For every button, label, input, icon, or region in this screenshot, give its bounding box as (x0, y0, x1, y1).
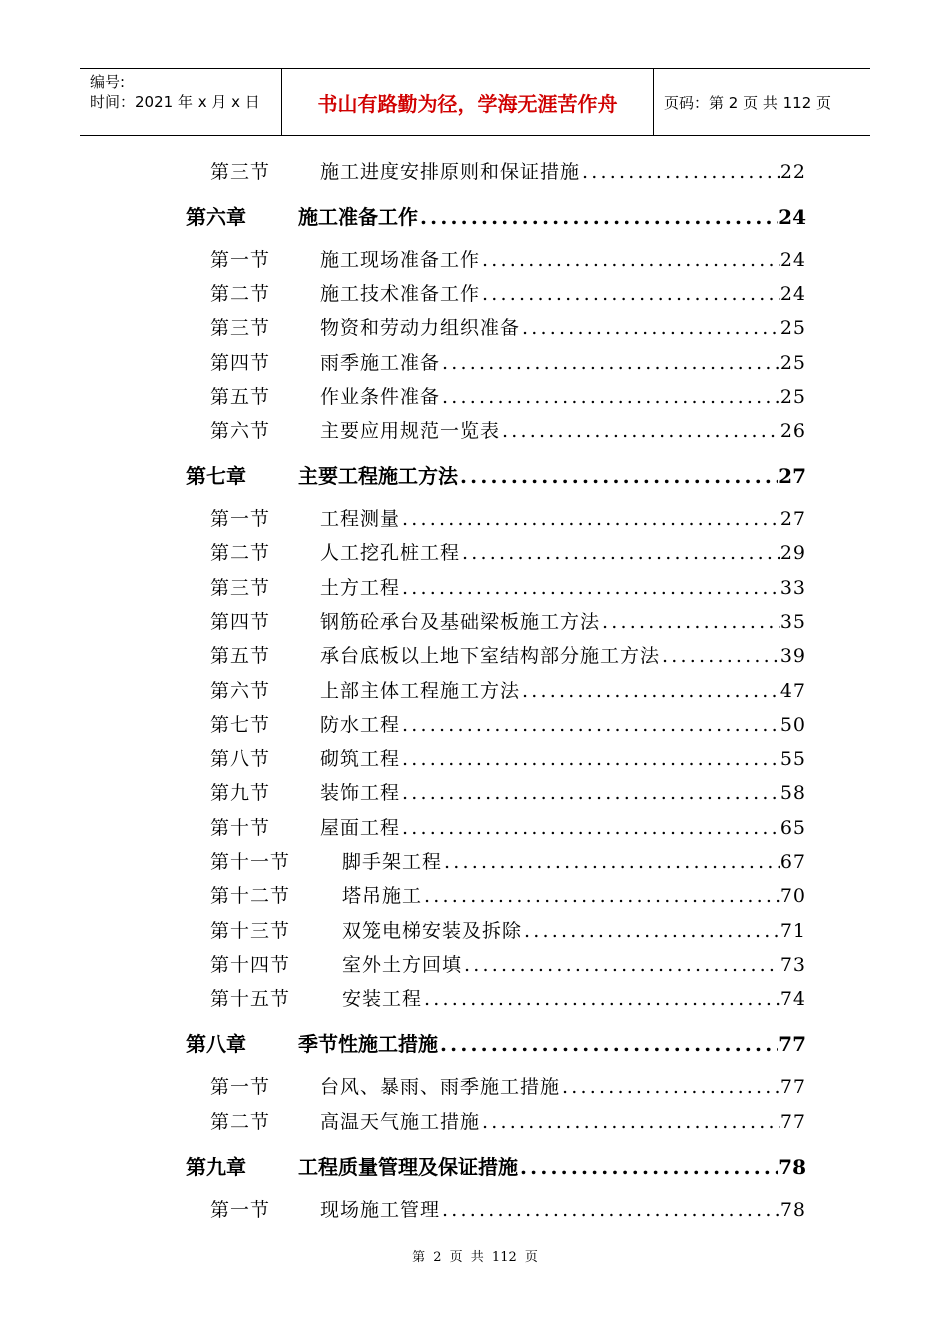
toc-title: 主要应用规范一览表 (320, 420, 501, 442)
toc-label: 第一节 (210, 1076, 271, 1098)
toc-section-row[interactable] (210, 984, 806, 1012)
toc-leader-dots (400, 508, 780, 530)
toc-page-number: 55 (779, 748, 806, 770)
toc-label: 第三节 (210, 161, 271, 183)
toc-title: 季节性施工措施 (298, 1032, 438, 1056)
toc-label: 第八节 (210, 748, 271, 770)
toc-section-row[interactable] (210, 916, 806, 944)
toc-leader-dots (580, 161, 780, 183)
toc-leader-dots (480, 283, 780, 305)
toc-title: 施工准备工作 (298, 205, 418, 229)
toc-title: 现场施工管理 (320, 1199, 441, 1221)
toc-page-number: 26 (779, 420, 806, 442)
toc-label: 第十一节 (210, 851, 291, 873)
toc-label: 第七节 (210, 714, 271, 736)
toc-leader-dots (560, 1076, 780, 1098)
toc-page-number: 74 (779, 988, 806, 1010)
toc-chapter-row[interactable] (186, 201, 806, 229)
toc-leader-dots (400, 782, 780, 804)
toc-page-number: 33 (779, 577, 806, 599)
toc-page-number: 47 (779, 680, 806, 702)
toc-page-number: 58 (779, 782, 806, 804)
toc-section-row[interactable] (210, 538, 806, 566)
toc-label: 第十二节 (210, 885, 291, 907)
time-label: 时间：2021 年 x 月 x 日 (90, 93, 260, 111)
toc-page-number: 77 (778, 1032, 806, 1056)
toc-section-row[interactable] (210, 847, 806, 875)
toc-leader-dots (400, 817, 780, 839)
toc-section-row[interactable] (210, 416, 806, 444)
toc-page-number: 50 (779, 714, 806, 736)
toc-title: 作业条件准备 (320, 386, 441, 408)
toc-leader-dots (400, 577, 780, 599)
page-footer: 第 2 页 共 112 页 (412, 1250, 538, 1265)
toc-leader-dots (440, 386, 780, 408)
toc-section-row[interactable] (210, 710, 806, 738)
toc-title: 施工进度安排原则和保证措施 (320, 161, 581, 183)
toc-section-row[interactable] (210, 607, 806, 635)
toc-section-row[interactable] (210, 157, 806, 185)
toc-label: 第八章 (186, 1032, 246, 1056)
toc-page-number: 24 (778, 205, 806, 229)
toc-section-row[interactable] (210, 245, 806, 273)
toc-section-row[interactable] (210, 778, 806, 806)
toc-leader-dots (460, 542, 780, 564)
toc-leader-dots (422, 885, 780, 907)
toc-chapter-row[interactable] (186, 1028, 806, 1056)
toc-leader-dots (520, 680, 780, 702)
toc-label: 第六节 (210, 680, 271, 702)
toc-section-row[interactable] (210, 813, 806, 841)
toc-page-number: 24 (779, 249, 806, 271)
toc-label: 第二节 (210, 542, 271, 564)
toc-leader-dots (600, 611, 780, 633)
toc-title: 高温天气施工措施 (320, 1111, 481, 1133)
toc-section-row[interactable] (210, 1072, 806, 1100)
toc-page-number: 24 (779, 283, 806, 305)
toc-section-row[interactable] (210, 950, 806, 978)
toc-title: 上部主体工程施工方法 (320, 680, 521, 702)
toc-leader-dots (440, 1199, 780, 1221)
toc-page-number: 77 (779, 1111, 806, 1133)
toc-title: 承台底板以上地下室结构部分施工方法 (320, 645, 661, 667)
toc-page-number: 25 (779, 352, 806, 374)
toc-leader-dots (660, 645, 780, 667)
toc-section-row[interactable] (210, 744, 806, 772)
toc-page-number: 70 (779, 885, 806, 907)
toc-page-number: 25 (779, 386, 806, 408)
toc-label: 第一节 (210, 1199, 271, 1221)
toc-page-number: 71 (779, 920, 806, 942)
toc-title: 防水工程 (320, 714, 401, 736)
toc-page-number: 77 (779, 1076, 806, 1098)
toc-label: 第四节 (210, 352, 271, 374)
toc-label: 第十节 (210, 817, 271, 839)
toc-title: 安装工程 (342, 988, 423, 1010)
toc-section-row[interactable] (210, 504, 806, 532)
toc-leader-dots (418, 205, 778, 229)
toc-label: 第十三节 (210, 920, 291, 942)
toc-title: 雨季施工准备 (320, 352, 441, 374)
toc-leader-dots (480, 249, 780, 271)
toc-title: 装饰工程 (320, 782, 401, 804)
toc-leader-dots (400, 748, 780, 770)
toc-label: 第十五节 (210, 988, 291, 1010)
toc-leader-dots (400, 714, 780, 736)
toc-page-number: 35 (779, 611, 806, 633)
toc-section-row[interactable] (210, 641, 806, 669)
toc-title: 屋面工程 (320, 817, 401, 839)
toc-chapter-row[interactable] (186, 1151, 806, 1179)
toc-label: 第七章 (186, 464, 246, 488)
toc-title: 台风、暴雨、雨季施工措施 (320, 1076, 561, 1098)
toc-label: 第三节 (210, 577, 271, 599)
toc-title: 主要工程施工方法 (298, 464, 458, 488)
toc-leader-dots (520, 317, 780, 339)
toc-page-number: 27 (778, 464, 806, 488)
motto: 书山有路勤为径，学海无涯苦作舟 (282, 69, 654, 135)
toc-label: 第三节 (210, 317, 271, 339)
toc-label: 第十四节 (210, 954, 291, 976)
toc-section-row[interactable] (210, 279, 806, 307)
page-header (80, 68, 870, 136)
toc-label: 第二节 (210, 1111, 271, 1133)
toc-page-number: 22 (779, 161, 806, 183)
toc-title: 室外土方回填 (342, 954, 463, 976)
toc-page-number: 65 (779, 817, 806, 839)
toc-label: 第九节 (210, 782, 271, 804)
toc-title: 工程测量 (320, 508, 401, 530)
toc-section-row[interactable] (210, 573, 806, 601)
toc-title: 砌筑工程 (320, 748, 401, 770)
toc-section-row[interactable] (210, 881, 806, 909)
toc-page-number: 67 (779, 851, 806, 873)
toc-page-number: 29 (779, 542, 806, 564)
toc-label: 第一节 (210, 249, 271, 271)
toc-label: 第九章 (186, 1155, 246, 1179)
toc-leader-dots (522, 920, 780, 942)
toc-leader-dots (438, 1032, 778, 1056)
toc-section-row[interactable] (210, 313, 806, 341)
page-info: 页码：第 2 页 共 112 页 (664, 93, 832, 112)
toc-page-number: 27 (779, 508, 806, 530)
toc-leader-dots (500, 420, 780, 442)
toc-section-row[interactable] (210, 676, 806, 704)
toc-title: 脚手架工程 (342, 851, 443, 873)
toc-page-number: 78 (778, 1155, 806, 1179)
toc-leader-dots (518, 1155, 778, 1179)
toc-section-row[interactable] (210, 1107, 806, 1135)
toc-section-row[interactable] (210, 348, 806, 376)
toc-leader-dots (440, 352, 780, 374)
toc-leader-dots (480, 1111, 780, 1133)
toc-title: 双笼电梯安装及拆除 (342, 920, 523, 942)
toc-section-row[interactable] (210, 1195, 806, 1223)
toc-label: 第二节 (210, 283, 271, 305)
toc-leader-dots (442, 851, 780, 873)
toc-page-number: 25 (779, 317, 806, 339)
toc-title: 施工现场准备工作 (320, 249, 481, 271)
header-meta (80, 69, 282, 135)
toc-title: 塔吊施工 (342, 885, 423, 907)
toc-label: 第五节 (210, 645, 271, 667)
toc-leader-dots (462, 954, 780, 976)
toc-label: 第六章 (186, 205, 246, 229)
toc-title: 钢筋砼承台及基础梁板施工方法 (320, 611, 601, 633)
toc-title: 施工技术准备工作 (320, 283, 481, 305)
toc-page-number: 39 (779, 645, 806, 667)
toc-label: 第六节 (210, 420, 271, 442)
number-label: 编号: (90, 73, 126, 91)
toc-title: 土方工程 (320, 577, 401, 599)
toc-page-number: 73 (779, 954, 806, 976)
toc-page-number: 78 (779, 1199, 806, 1221)
toc-title: 人工挖孔桩工程 (320, 542, 461, 564)
toc-chapter-row[interactable] (186, 460, 806, 488)
toc-title: 工程质量管理及保证措施 (298, 1155, 518, 1179)
toc-section-row[interactable] (210, 382, 806, 410)
toc-label: 第四节 (210, 611, 271, 633)
toc-leader-dots (422, 988, 780, 1010)
toc-leader-dots (458, 464, 778, 488)
toc-label: 第五节 (210, 386, 271, 408)
toc-label: 第一节 (210, 508, 271, 530)
toc-title: 物资和劳动力组织准备 (320, 317, 521, 339)
